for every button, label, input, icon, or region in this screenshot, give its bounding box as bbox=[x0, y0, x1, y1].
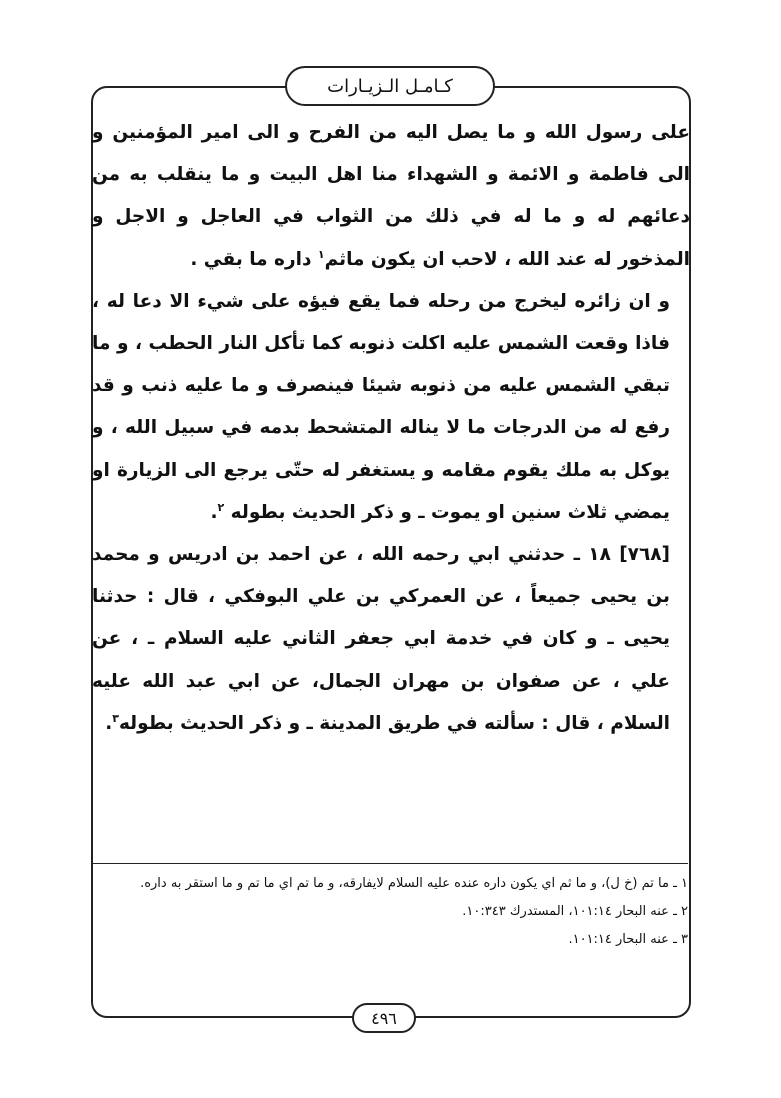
book-title: كـامـل الـزيـارات bbox=[327, 75, 453, 97]
footnote-ref-3: ٣ bbox=[112, 711, 119, 725]
paragraph-2 bbox=[92, 281, 690, 534]
paragraph-3 bbox=[92, 534, 690, 745]
footnote-divider bbox=[93, 863, 688, 864]
paragraph-1-tail: داره ما بقي . bbox=[190, 248, 318, 270]
hadith-number: ١٨ bbox=[588, 544, 611, 566]
hadith-ref: [٧٦٨] bbox=[619, 544, 670, 566]
footnote-3: ٣ ـ عنه البحار ١٠١:١٤. bbox=[568, 932, 688, 947]
running-header bbox=[285, 66, 495, 106]
paragraph-3-text: ـ حدثني ابي رحمه الله ، عن احمد بن ادريس و محمد بن يحيى جميعاً ، عن العمركي بن علي البوفكي ، قال : حدثنا يحيى ـ و كان في خدمة ابي جعفر الثاني عليه السلام ـ ، عن علي ، عن صفوان بن مهران الجمال، عن ابي عبد الله عليه السلام ، قال : سألته في طريق المدينة ـ و ذكر الحديث بطوله bbox=[92, 544, 670, 734]
page-number: ٤٩٦ bbox=[371, 1008, 397, 1028]
paragraph-2-text: و ان زائره ليخرج من رحله فما يقع فيؤه على شيء الا دعا له ، فاذا وقعت الشمس عليه اكلت ذنوبه كما تأكل النار الحطب ، و ما تبقي الشمس عليه من ذنوبه شيئا فينصرف و ما عليه ذنب و قد رفع له من الدرجات ما لا يناله المتشحط بدمه في سبيل الله ، و يوكل به ملك يقوم مقامه و يستغفر له حتّى يرجع الى الزيارة او يمضي ثلاث سنين او يموت ـ و ذكر الحديث بطوله bbox=[92, 290, 670, 523]
paragraph-1-text: على رسول الله و ما يصل اليه من الفرح و الى امير المؤمنين و الى فاطمة و الائمة و الشهداء منا اهل البيت و ما ينقلب به من دعائهم له و ما له في ذلك من الثواب في العاجل و الاجل و المذخور له عند الله ، لاحب ان يكون ماثم bbox=[92, 122, 690, 270]
footnote-2: ٢ ـ عنه البحار ١٠١:١٤، المستدرك ١٠:٣٤٣. bbox=[462, 904, 688, 919]
footnote-ref-1: ١ bbox=[317, 247, 325, 261]
paragraph-3-tail: . bbox=[105, 712, 113, 734]
footnote-ref-2: ٢ bbox=[217, 500, 225, 514]
footnote-1: ١ ـ ما تم (خ ل)، و ما ثم اي يكون داره عنده عليه السلام لايفارقه، و ما تم اي ما تم و ما استقر به داره. bbox=[140, 876, 688, 891]
paragraph-2-tail: . bbox=[210, 501, 218, 523]
paragraph-1 bbox=[92, 112, 690, 281]
footnotes bbox=[98, 870, 688, 954]
page-number-box bbox=[352, 1003, 416, 1033]
main-text bbox=[92, 112, 690, 745]
